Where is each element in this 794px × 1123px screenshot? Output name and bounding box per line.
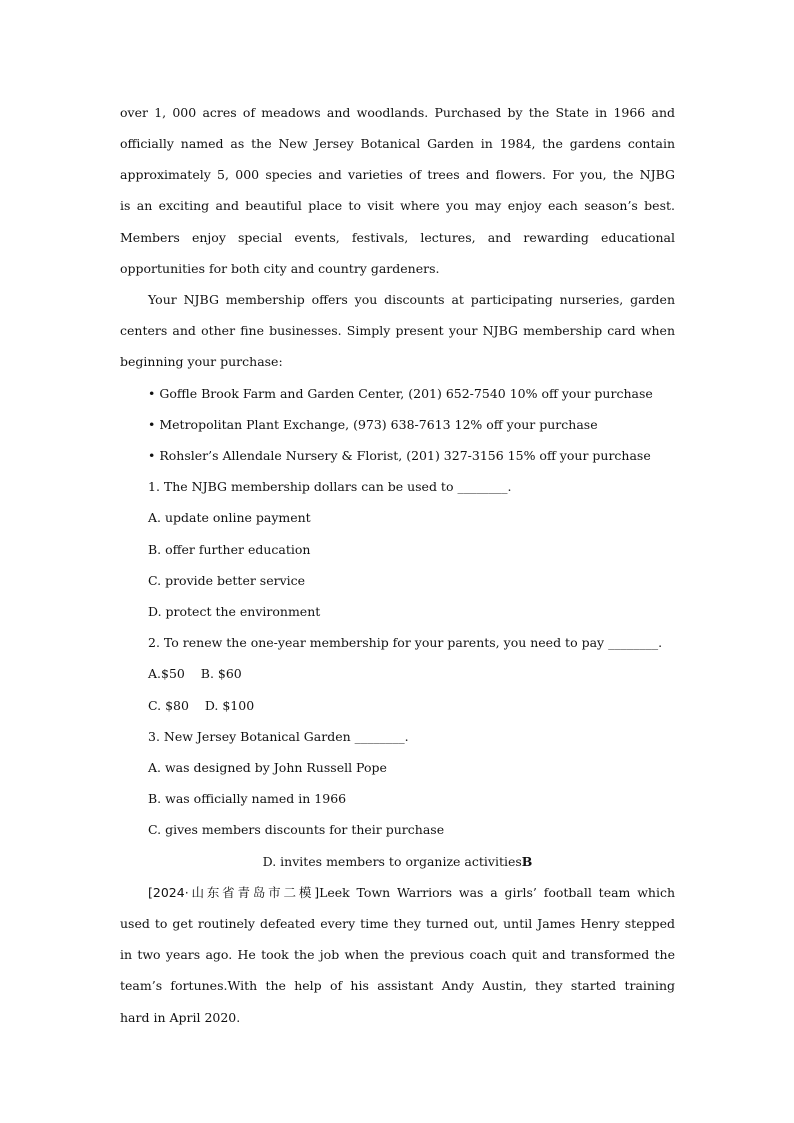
p2-line-2: centers and other fine businesses. Simply present your NJBG membership card when [120,323,675,338]
question-2-options-ab: A.$50 B. $60 [148,666,242,681]
question-1-option-c: C. provide better service [148,573,306,588]
discount-bullet-3: • Rohsler’s Allendale Nursery & Florist, (201) 327-3156 15% off your purchase [148,448,651,463]
question-1-option-b: B. offer further education [148,542,311,557]
question-3-option-b: B. was officially named in 1966 [148,791,347,806]
p1-line-3: approximately 5, 000 species and varieties of trees and flowers. For you, the NJBG [120,167,675,182]
next-passage-line-3: in two years ago. He took the job when the previous coach quit and transformed the [120,947,675,962]
discount-bullet-1: • Goffle Brook Farm and Garden Center, (201) 652-7540 10% off your purchase [148,386,653,401]
discount-bullet-2: • Metropolitan Plant Exchange, (973) 638-7613 12% off your purchase [148,417,598,432]
p1-line-1: over 1, 000 acres of meadows and woodlands. Purchased by the State in 1966 and [120,105,675,120]
question-1-option-d: D. protect the environment [148,604,321,619]
next-passage-line-5: hard in April 2020. [120,1010,241,1025]
p2-line-3: beginning your purchase: [120,354,283,369]
question-3-option-d-line [120,854,675,870]
p1-line-2: officially named as the New Jersey Botanical Garden in 1984, the gardens contain [120,136,675,151]
p2-line-1: Your NJBG membership offers you discounts at participating nurseries, garden [148,292,675,307]
question-3-option-c: C. gives members discounts for their purchase [148,822,445,837]
question-1-option-a: A. update online payment [148,510,311,525]
question-2-stem: 2. To renew the one-year membership for your parents, you need to pay ________. [148,635,663,650]
question-2-options-cd: C. $80 D. $100 [148,698,255,713]
p1-line-6: opportunities for both city and country gardeners. [120,261,440,276]
next-passage-first-line: Leek Town Warriors was a girls’ football team which [319,885,676,900]
p1-line-4: is an exciting and beautiful place to visit where you may enjoy each season’s best. [120,198,675,213]
p1-line-5: Members enjoy special events, festivals, lectures, and rewarding educational [120,230,675,245]
source-tag: [2024·山东省青岛市二模] [148,885,320,900]
question-1-stem: 1. The NJBG membership dollars can be used to ________. [148,479,512,494]
next-passage-line-4: team’s fortunes.With the help of his assistant Andy Austin, they started training [120,978,675,993]
section-letter: B [521,854,533,869]
next-passage-line-2: used to get routinely defeated every time they turned out, until James Henry stepped [120,916,675,931]
question-3-option-d: D. invites members to organize activities [262,854,522,869]
question-3-stem: 3. New Jersey Botanical Garden ________. [148,729,409,744]
next-passage-line-1 [148,885,675,901]
question-3-option-a: A. was designed by John Russell Pope [148,760,387,775]
